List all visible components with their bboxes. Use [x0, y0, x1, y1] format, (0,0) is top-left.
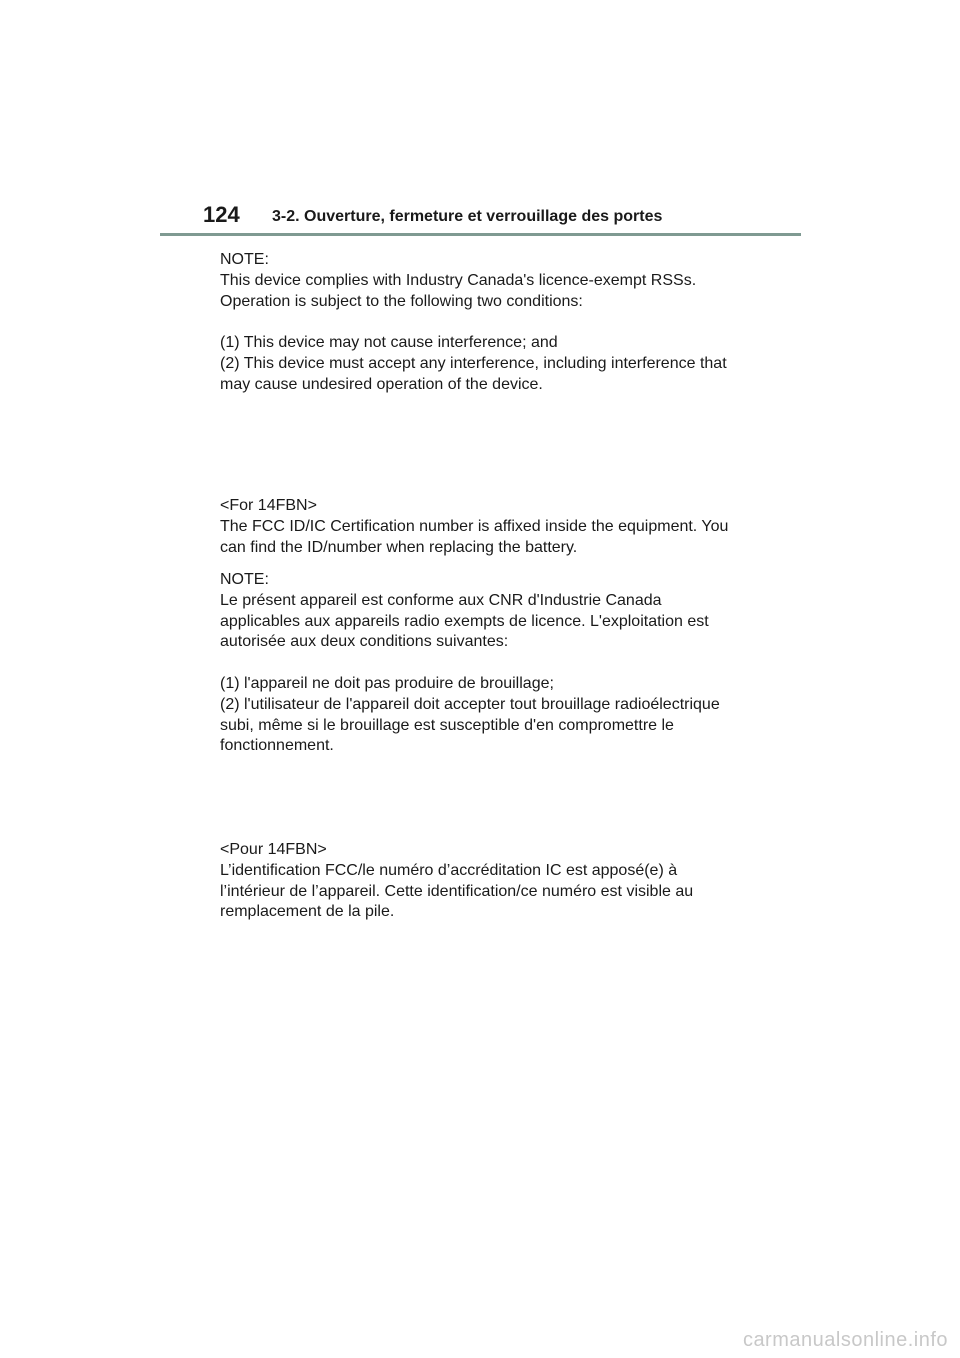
french-model-line: L’identification FCC/le numéro d’accréditation IC est apposé(e) à [220, 861, 678, 879]
english-model-block [220, 496, 780, 558]
english-condition: (2) This device must accept any interference, including interference that [220, 354, 727, 372]
french-note-line: applicables aux appareils radio exempts de licence. L'exploitation est [220, 612, 709, 630]
site-watermark: carmanualsonline.info [742, 1329, 948, 1351]
english-note-line: Operation is subject to the following two conditions: [220, 292, 583, 310]
french-note-block [220, 570, 780, 757]
english-note-block [220, 250, 780, 396]
english-model-line: The FCC ID/IC Certification number is affixed inside the equipment. You [220, 517, 729, 535]
english-model-line: can find the ID/number when replacing the battery. [220, 538, 578, 556]
paragraph-gap [220, 312, 780, 333]
french-condition: subi, même si le brouillage est susceptible d'en compromettre le [220, 716, 674, 734]
english-note-heading: NOTE: [220, 251, 269, 268]
french-note-line: autorisée aux deux conditions suivantes: [220, 633, 509, 651]
french-model-block [220, 840, 780, 923]
english-note-line: This device complies with Industry Canada's licence-exempt RSSs. [220, 271, 697, 289]
english-condition: (1) This device may not cause interference; and [220, 334, 558, 352]
paragraph-gap [220, 653, 780, 674]
french-condition: fonctionnement. [220, 737, 334, 755]
french-model-tag: <Pour 14FBN> [220, 841, 327, 858]
french-note-heading: NOTE: [220, 571, 269, 588]
header-divider [160, 233, 801, 236]
english-model-tag: <For 14FBN> [220, 497, 317, 514]
french-note-line: Le présent appareil est conforme aux CNR d'Industrie Canada [220, 591, 662, 609]
french-condition: (2) l'utilisateur de l'appareil doit accepter tout brouillage radioélectrique [220, 695, 720, 713]
english-condition: may cause undesired operation of the device. [220, 375, 543, 393]
french-condition: (1) l'appareil ne doit pas produire de brouillage; [220, 674, 554, 692]
page-header [0, 0, 960, 240]
french-model-line: l’intérieur de l’appareil. Cette identification/ce numéro est visible au [220, 882, 694, 900]
section-title: 3-2. Ouverture, fermeture et verrouillage des portes [272, 208, 663, 225]
french-model-line: remplacement de la pile. [220, 903, 395, 921]
page-number: 124 [203, 202, 240, 227]
